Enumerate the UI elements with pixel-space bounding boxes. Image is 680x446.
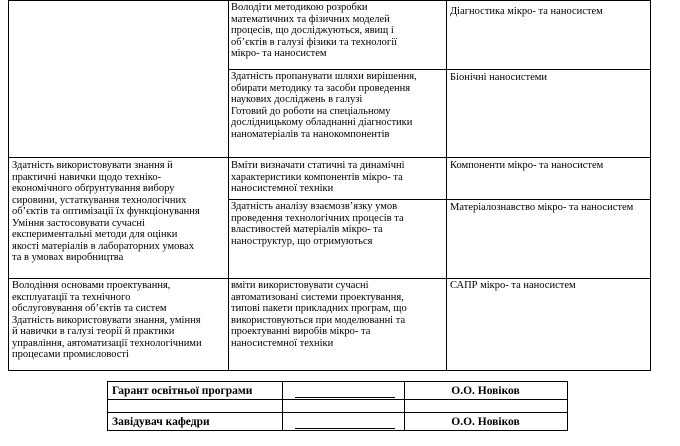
discipline-cell: Діагностика мікро- та наносистем — [450, 6, 603, 17]
general-competence-cell — [12, 2, 224, 68]
competence-cell: Здатність аналізу взаємозв’язку умов проведення технологічних процесів та властивостей матеріалів мікро- та наноструктур, що отримуються — [231, 201, 404, 247]
signature-line — [295, 428, 395, 429]
competence-cell: Володіти методикою розробки математичних та фізичних моделей процесів, що досліджуються, явищ і об’єктів в галузі фізики та технології мікро- та наносистем — [231, 2, 398, 59]
discipline-cell: Матеріалознавство мікро- та наносистем — [450, 202, 634, 213]
general-competence-cell: Володіння основами проектування, експлуатації та технічного обслуговування об’єктів та систем Здатність використовувати знання, уміння й навички в галузі теорії й практики управління, автоматизації технологічними процесами промисловості — [12, 280, 202, 360]
signature-name: О.О. Новіков — [451, 416, 520, 428]
competence-cell: Вміти визначати статичні та динамічні характеристики компонентів мікро- та наносистемної техніки — [231, 160, 405, 194]
competence-cell: Здатність пропанувати шляхи вирішення, обирати методику та засоби проведення наукових досліджень в галузі Готовий до роботи на спеціальному дослідницькому обладнанні діагностики наноматеріалів та нанокомпонентів — [231, 71, 417, 140]
discipline-cell: Компоненти мікро- та наносистем — [450, 160, 604, 171]
signature-name: О.О. Новіков — [451, 385, 520, 397]
signature-role: Гарант освітньої програми — [112, 385, 253, 397]
signature-line — [295, 397, 395, 398]
discipline-cell: Біонічні наносистеми — [450, 72, 548, 83]
competence-cell: вміти використовувати сучасні автоматизовані системи проектування, типові пакети прикладних програм, що використовуються при моделюванні та проектуванні виробів мікро- та наносистемної техніки — [231, 280, 407, 349]
signature-role: Завідувач кафедри — [112, 416, 210, 428]
general-competence-cell: Здатність використовувати знання й практичні навички щодо техніко- економічного обґрунтування вибору сировини, устаткування технологічних об’єктів та оптимізації їх функціонування Уміння застосовувати сучасні експериментальні методи для оцінки якості матеріалів в лабораторних умовах та в умовах виробництва — [12, 160, 200, 263]
discipline-cell: САПР мікро- та наносистем — [450, 280, 576, 291]
